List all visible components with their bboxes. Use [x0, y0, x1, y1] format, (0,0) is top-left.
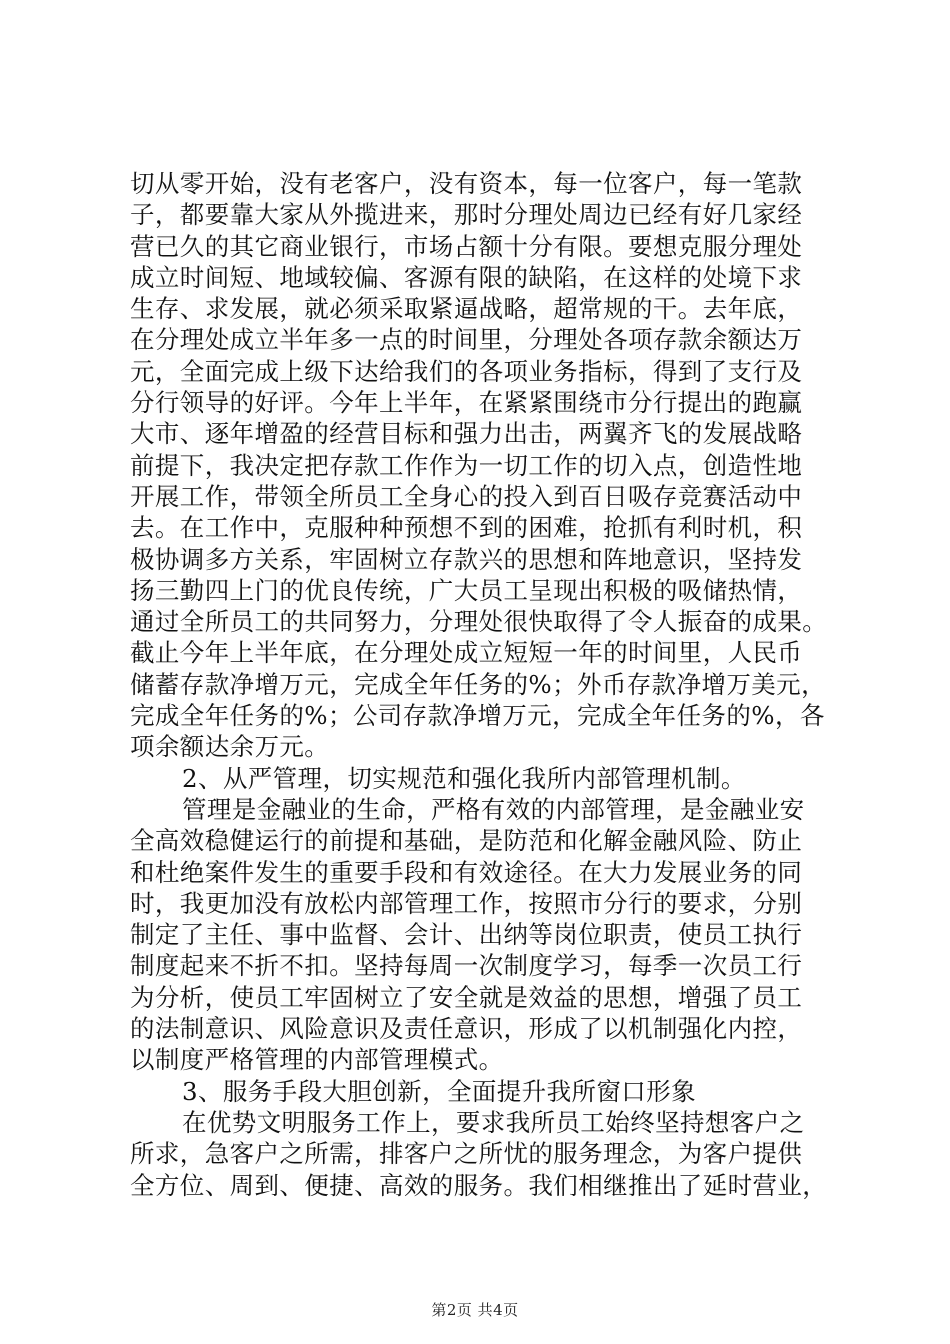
text-line: 元，全面完成上级下达给我们的各项业务指标，得到了支行及	[130, 356, 803, 386]
text-line: 全高效稳健运行的前提和基础，是防范和化解金融风险、防止	[130, 826, 803, 856]
text-line: 大市、逐年增盈的经营目标和强力出击，两翼齐飞的发展战略	[130, 419, 803, 449]
text-line: 在分理处成立半年多一点的时间里，分理处各项存款余额达万	[130, 325, 803, 355]
text-line: 成立时间短、地域较偏、客源有限的缺陷，在这样的处境下求	[130, 262, 803, 292]
text-line: 和杜绝案件发生的重要手段和有效途径。在大力发展业务的同	[130, 857, 803, 887]
text-line: 的法制意识、风险意识及责任意识，形成了以机制强化内控，	[130, 1014, 803, 1044]
text-line: 截止今年上半年底，在分理处成立短短一年的时间里，人民币	[130, 638, 803, 668]
text-line: 扬三勤四上门的优良传统，广大员工呈现出积极的吸储热情，	[130, 575, 803, 605]
text-line: 生存、求发展，就必须采取紧逼战略，超常规的干。去年底，	[130, 294, 803, 324]
text-line: 通过全所员工的共同努力，分理处很快取得了令人振奋的成果。	[130, 607, 828, 637]
text-line: 所求，急客户之所需，排客户之所忧的服务理念，为客户提供	[130, 1139, 803, 1169]
text-line: 制定了主任、事中监督、会计、出纳等岗位职责，使员工执行	[130, 920, 803, 950]
text-line: 制度起来不折不扣。坚持每周一次制度学习，每季一次员工行	[130, 951, 803, 981]
text-line: 切从零开始，没有老客户，没有资本，每一位客户，每一笔款	[130, 169, 803, 198]
body-text	[130, 168, 842, 1201]
page-footer: 第2页 共4页	[431, 1301, 519, 1319]
text-line: 开展工作，带领全所员工全身心的投入到百日吸存竞赛活动中	[130, 481, 803, 511]
text-line: 在优势文明服务工作上，要求我所员工始终坚持想客户之	[182, 1107, 805, 1137]
text-line: 子，都要靠大家从外揽进来，那时分理处周边已经有好几家经	[130, 200, 803, 230]
text-line: 时，我更加没有放松内部管理工作，按照市分行的要求，分别	[130, 888, 803, 918]
text-line: 储蓄存款净增万元，完成全年任务的%；外币存款净增万美元，	[130, 669, 826, 699]
text-line: 全方位、周到、便捷、高效的服务。我们相继推出了延时营业，	[130, 1170, 828, 1200]
text-line: 项余额达余万元。	[130, 732, 330, 762]
text-line: 为分析，使员工牢固树立了安全就是效益的思想，增强了员工	[130, 982, 803, 1012]
text-line: 营已久的其它商业银行，市场占额十分有限。要想克服分理处	[130, 231, 803, 261]
text-line: 去。在工作中，克服种种预想不到的困难，抢抓有利时机，积	[130, 513, 803, 543]
text-line: 完成全年任务的%；公司存款净增万元，完成全年任务的%，各	[130, 701, 825, 731]
text-line: 极协调多方关系，牢固树立存款兴的思想和阵地意识，坚持发	[130, 544, 803, 574]
text-line: 3、服务手段大胆创新，全面提升我所窗口形象	[182, 1076, 696, 1106]
text-line: 前提下，我决定把存款工作作为一切工作的切入点，创造性地	[130, 450, 803, 480]
text-line: 管理是金融业的生命，严格有效的内部管理，是金融业安	[182, 794, 805, 824]
text-line: 以制度严格管理的内部管理模式。	[130, 1045, 504, 1075]
text-line: 分行领导的好评。今年上半年，在紧紧围绕市分行提出的跑赢	[130, 388, 803, 418]
text-line: 2、从严管理，切实规范和强化我所内部管理机制。	[182, 763, 746, 793]
